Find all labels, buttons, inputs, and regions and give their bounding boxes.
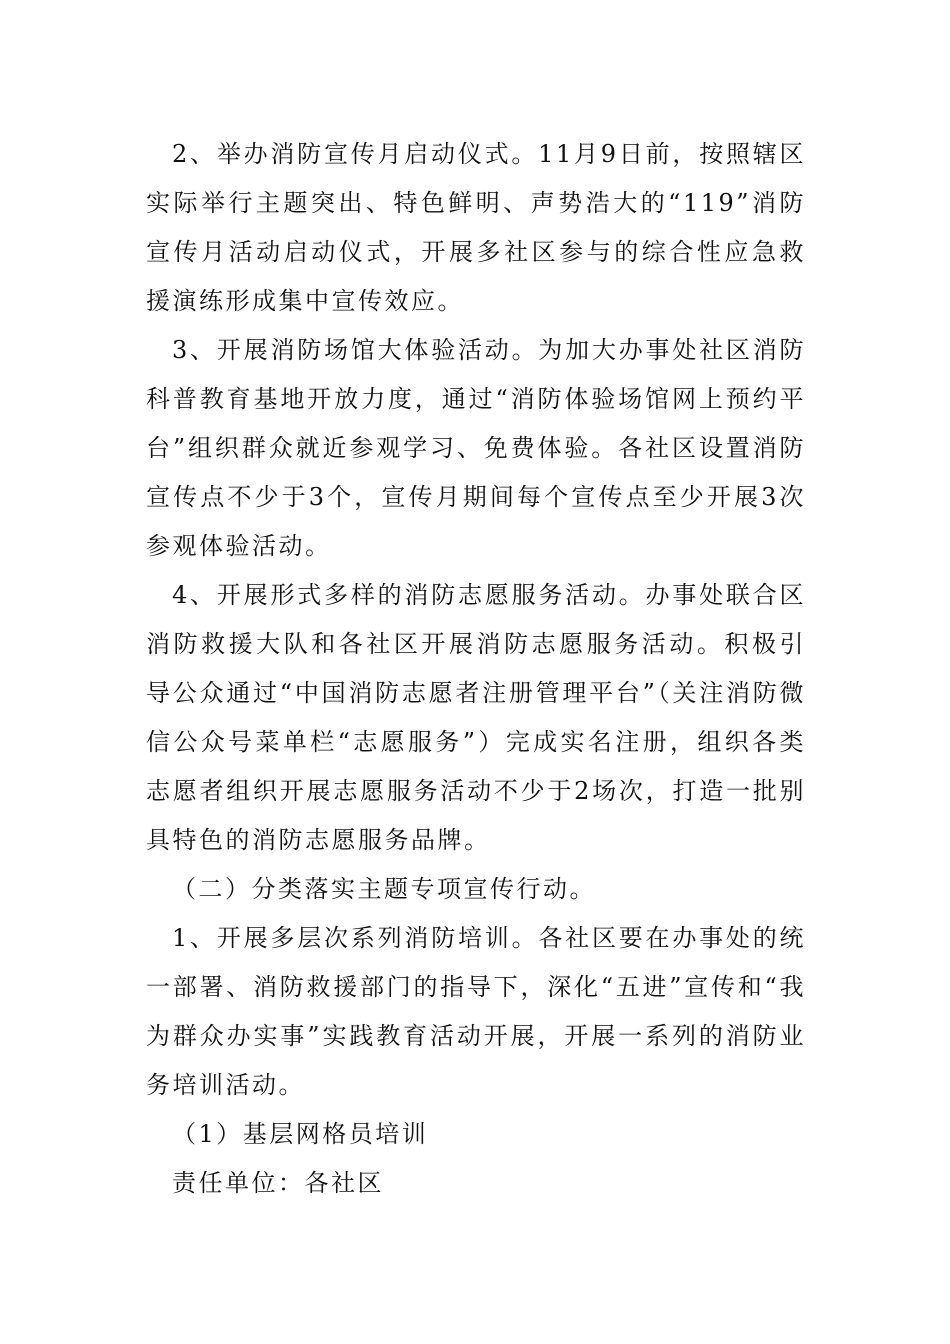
paragraph-item-4: 4、开展形式多样的消防志愿服务活动。办事处联合区消防救援大队和各社区开展消防志愿服务活动。积极引导公众通过“中国消防志愿者注册管理平台”（关注消防微信公众号菜单栏“志愿服务”）完成实名注册，组织各类志愿者组织开展志愿服务活动不少于2场次，打造一批别具特色的消防志愿服务品牌。 <box>146 581 806 854</box>
paragraph-item-2: 2、举办消防宣传月启动仪式。11月9日前，按照辖区实际举行主题突出、特色鲜明、声势浩大的“119”消防宣传月活动启动仪式，开展多社区参与的综合性应急救援演练形成集中宣传效应。 <box>146 140 806 315</box>
paragraph-item-1: 1、开展多层次系列消防培训。各社区要在办事处的统一部署、消防救援部门的指导下，深化“五进”宣传和“我为群众办实事”实践教育活动开展，开展一系列的消防业务培训活动。 <box>146 924 806 1099</box>
subsection-heading: （1）基层网格员培训 <box>172 1120 429 1148</box>
section-heading: （二）分类落实主题专项宣传行动。 <box>172 875 596 903</box>
responsible-unit: 责任单位：各社区 <box>172 1169 384 1197</box>
paragraph-item-3: 3、开展消防场馆大体验活动。为加大办事处社区消防科普教育基地开放力度，通过“消防体验场馆网上预约平台”组织群众就近参观学习、免费体验。各社区设置消防宣传点不少于3个，宣传月期间每个宣传点至少开展3次参观体验活动。 <box>146 336 806 560</box>
document-body <box>146 130 806 1208</box>
